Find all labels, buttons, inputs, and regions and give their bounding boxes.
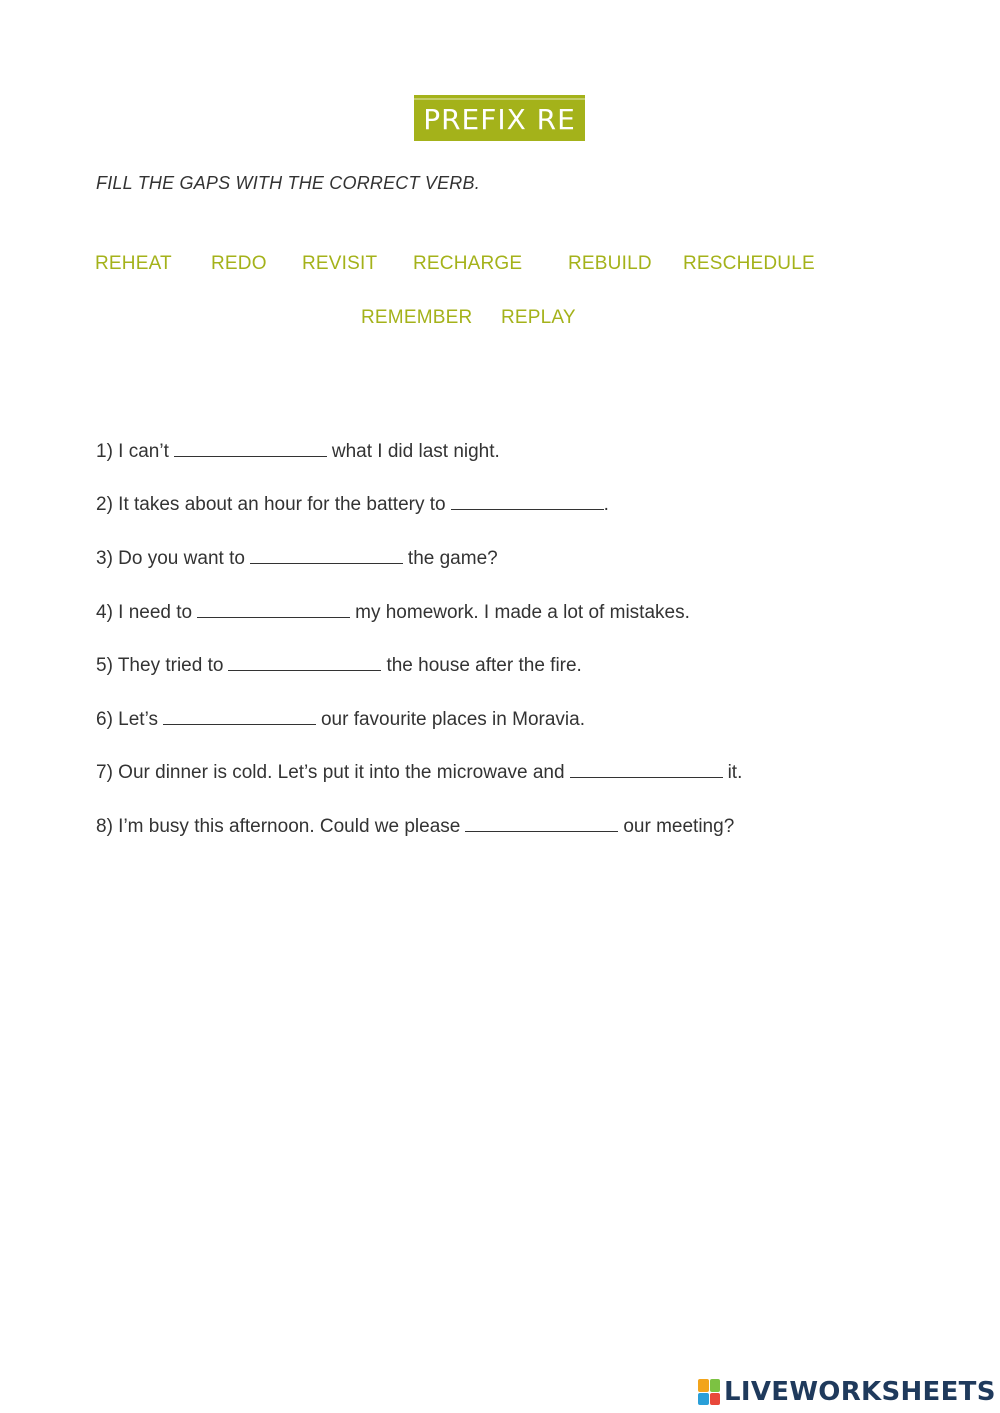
answer-gap[interactable] — [163, 709, 316, 725]
exercise-sentence-7 — [96, 762, 742, 784]
exercise-sentence-2 — [96, 494, 609, 516]
word-bank-item: REHEAT — [95, 253, 172, 274]
exercise-sentence-1 — [96, 441, 500, 463]
sentence-text-before: 3) Do you want to — [96, 548, 245, 569]
answer-gap[interactable] — [451, 494, 604, 510]
sentence-text-before: 8) I’m busy this afternoon. Could we please — [96, 816, 461, 837]
sentence-text-after: the house after the fire. — [386, 655, 582, 676]
sentence-text-before: 4) I need to — [96, 602, 193, 623]
answer-gap[interactable] — [465, 816, 618, 832]
brand-wordmark: LIVEWORKSHEETS — [724, 1377, 996, 1407]
exercise-sentence-8 — [96, 816, 734, 838]
word-bank-item: RESCHEDULE — [683, 253, 815, 274]
word-bank-item: REBUILD — [568, 253, 652, 274]
word-bank-item: RECHARGE — [413, 253, 523, 274]
exercise-sentence-3 — [96, 548, 498, 570]
answer-gap[interactable] — [228, 655, 381, 671]
sentence-text-before: 2) It takes about an hour for the battery to — [96, 494, 446, 515]
answer-gap[interactable] — [197, 602, 350, 618]
word-bank-item: REDO — [211, 253, 267, 274]
sentence-text-before: 1) I can’t — [96, 441, 169, 462]
sentence-text-after: the game? — [407, 548, 498, 569]
answer-gap[interactable] — [250, 548, 403, 564]
sentence-text-after: what I did last night. — [331, 441, 500, 462]
instruction-text: FILL THE GAPS WITH THE CORRECT VERB. — [96, 173, 480, 193]
sentence-text-after: our meeting? — [623, 816, 735, 837]
sentence-text-after: it. — [727, 762, 743, 783]
answer-gap[interactable] — [174, 441, 327, 457]
title-banner — [414, 95, 585, 141]
exercise-sentence-6 — [96, 709, 585, 731]
sentence-text-before: 6) Let’s — [96, 709, 158, 730]
exercise-sentence-5 — [96, 655, 582, 677]
sentence-text-before: 7) Our dinner is cold. Let’s put it into the microwave and — [96, 762, 565, 783]
word-bank-item: REVISIT — [302, 253, 378, 274]
liveworksheets-logo-icon — [698, 1379, 720, 1405]
answer-gap[interactable] — [570, 762, 723, 778]
sentence-text-after: my homework. I made a lot of mistakes. — [355, 602, 690, 623]
sentence-text-before: 5) They tried to — [96, 655, 224, 676]
page-title: PREFIX RE — [423, 102, 576, 136]
word-bank-item: REPLAY — [501, 307, 576, 328]
liveworksheets-brand — [698, 1377, 996, 1407]
sentence-text-after: our favourite places in Moravia. — [320, 709, 585, 730]
exercise-sentence-4 — [96, 602, 690, 624]
sentence-text-after: . — [603, 494, 609, 515]
word-bank-item: REMEMBER — [361, 307, 473, 328]
